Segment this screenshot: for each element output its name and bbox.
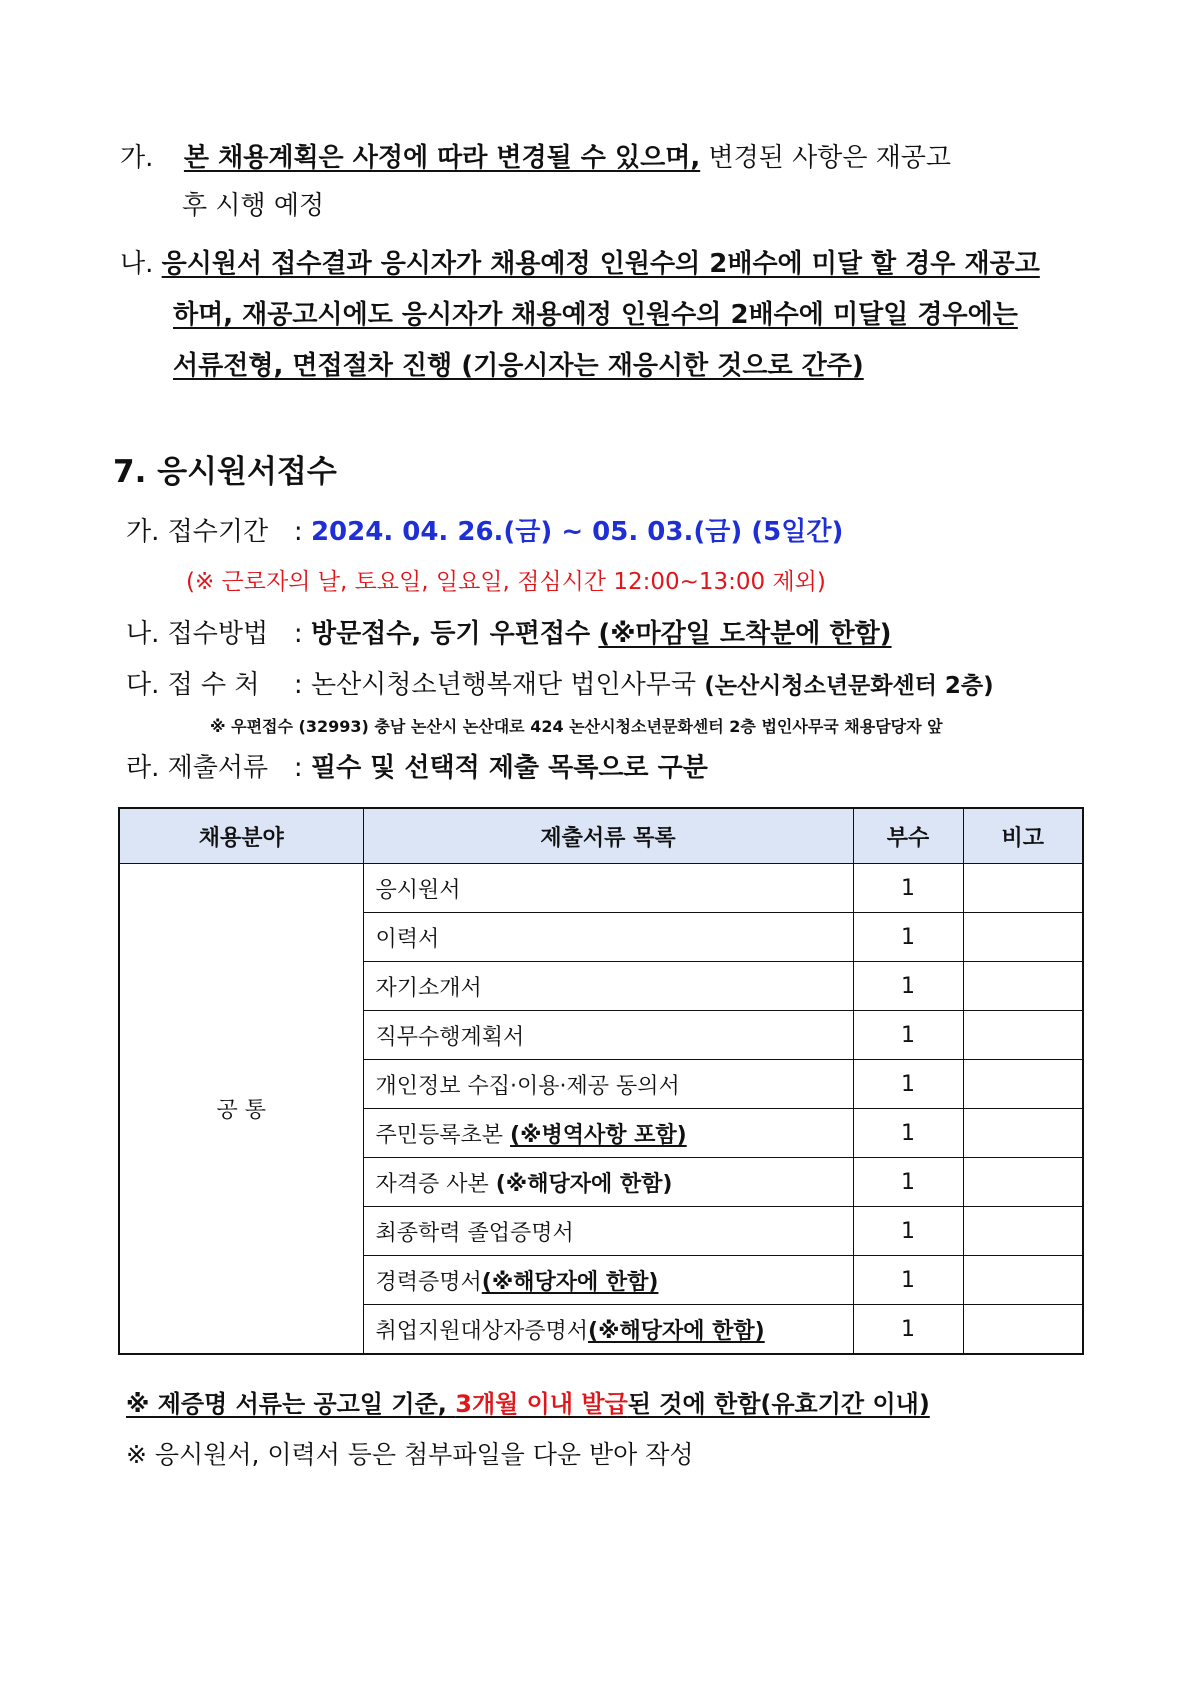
method-marker: 나. <box>126 619 160 649</box>
period-label: 접수기간 <box>167 517 269 547</box>
doc-suffix: (※해당자에 한함) <box>588 1318 765 1344</box>
remarks-cell <box>963 1305 1083 1355</box>
doc-cell: 개인정보 수집·이용·제공 동의서 <box>363 1060 853 1109</box>
section-title: 7. 응시원서접수 <box>113 454 337 490</box>
note-ga-line1 <box>120 138 951 178</box>
note-ga-rest: 변경된 사항은 재공고 <box>700 143 952 173</box>
count-cell: 1 <box>853 913 963 962</box>
footer-note-2: ※ 응시원서, 이력서 등은 첨부파일을 다운 받아 작성 <box>126 1440 694 1469</box>
field-cell: 공 통 <box>119 864 363 1355</box>
docs-value: 필수 및 선택적 제출 목록으로 구분 <box>310 753 708 783</box>
remarks-cell <box>963 1060 1083 1109</box>
count-cell: 1 <box>853 1305 963 1355</box>
method-value-note: (※마감일 도착분에 한함) <box>598 619 892 649</box>
count-cell: 1 <box>853 1158 963 1207</box>
count-cell: 1 <box>853 1256 963 1305</box>
footer-note-1-b: 된 것에 한함(유효기간 이내) <box>627 1390 930 1418</box>
count-cell: 1 <box>853 1060 963 1109</box>
remarks-cell <box>963 864 1083 913</box>
remarks-cell <box>963 1256 1083 1305</box>
table-row <box>119 864 1083 913</box>
note-na-text1: 응시원서 접수결과 응시자가 채용예정 인원수의 2배수에 미달 할 경우 재공고 <box>161 249 1040 279</box>
doc-cell <box>363 1256 853 1305</box>
remarks-cell <box>963 1158 1083 1207</box>
method-row <box>126 614 892 654</box>
doc-cell <box>363 1109 853 1158</box>
docs-label: 제출서류 <box>167 753 269 783</box>
doc-cell <box>363 1305 853 1355</box>
header-remarks: 비고 <box>963 808 1083 864</box>
note-na-line2: 하며, 재공고시에도 응시자가 채용예정 인원수의 2배수에 미달일 경우에는 <box>173 300 1018 330</box>
doc-suffix: (※병역사항 포함) <box>510 1122 687 1148</box>
method-colon: : <box>293 619 303 649</box>
remarks-cell <box>963 1109 1083 1158</box>
footer-note-1 <box>126 1384 930 1424</box>
docs-row <box>126 748 708 788</box>
place-value: 논산시청소년행복재단 법인사무국 <box>310 670 696 700</box>
docs-marker: 라. <box>126 753 160 783</box>
remarks-cell <box>963 1207 1083 1256</box>
remarks-cell <box>963 913 1083 962</box>
period-note: (※ 근로자의 날, 토요일, 일요일, 점심시간 12:00~13:00 제외) <box>186 569 826 595</box>
table-header-row <box>119 808 1083 864</box>
remarks-cell <box>963 1011 1083 1060</box>
place-value-note: (논산시청소년문화센터 2층) <box>704 673 994 699</box>
count-cell: 1 <box>853 1011 963 1060</box>
doc-suffix: (※해당자에 한함) <box>481 1269 659 1295</box>
doc-cell: 직무수행계획서 <box>363 1011 853 1060</box>
doc-name: 취업지원대상자증명서 <box>375 1318 589 1344</box>
period-row <box>126 512 843 552</box>
count-cell: 1 <box>853 1207 963 1256</box>
place-label: 접 수 처 <box>167 670 260 700</box>
doc-name: 경력증명서 <box>375 1269 482 1295</box>
mail-note: ※ 우편접수 (32993) 충남 논산시 논산대로 424 논산시청소년문화센터 2층 법인사무국 채용담당자 앞 <box>210 717 943 736</box>
doc-cell: 자기소개서 <box>363 962 853 1011</box>
count-cell: 1 <box>853 962 963 1011</box>
place-marker: 다. <box>126 670 160 700</box>
header-field: 채용분야 <box>119 808 363 864</box>
header-docs: 제출서류 목록 <box>363 808 853 864</box>
note-ga-bold: 본 채용계획은 사정에 따라 변경될 수 있으며, <box>183 143 701 173</box>
note-na-marker: 나. <box>120 249 154 279</box>
note-ga-marker: 가. <box>120 143 154 173</box>
place-colon: : <box>293 670 303 700</box>
doc-cell: 이력서 <box>363 913 853 962</box>
doc-name: 주민등록초본 <box>375 1122 511 1148</box>
doc-name: 자격증 사본 <box>375 1171 496 1197</box>
doc-suffix: (※해당자에 한함) <box>495 1171 673 1197</box>
period-marker: 가. <box>126 517 160 547</box>
period-value: 2024. 04. 26.(금) ~ 05. 03.(금) (5일간) <box>310 517 844 547</box>
doc-cell: 최종학력 졸업증명서 <box>363 1207 853 1256</box>
method-value: 방문접수, 등기 우편접수 <box>310 619 591 649</box>
doc-cell <box>363 1158 853 1207</box>
footer-note-1-red: 3개월 이내 발급 <box>455 1390 628 1418</box>
note-ga-line2: 후 시행 예정 <box>182 191 325 221</box>
note-na-line1 <box>120 244 1040 284</box>
footer-note-1-a: ※ 제증명 서류는 공고일 기준, <box>126 1390 456 1418</box>
doc-cell: 응시원서 <box>363 864 853 913</box>
remarks-cell <box>963 962 1083 1011</box>
count-cell: 1 <box>853 864 963 913</box>
count-cell: 1 <box>853 1109 963 1158</box>
header-count: 부수 <box>853 808 963 864</box>
method-label: 접수방법 <box>167 619 269 649</box>
place-row <box>126 665 994 706</box>
docs-colon: : <box>293 753 303 783</box>
documents-table <box>118 807 1084 1355</box>
note-na-line3: 서류전형, 면접절차 진행 (기응시자는 재응시한 것으로 간주) <box>173 351 864 381</box>
period-colon: : <box>293 517 303 547</box>
